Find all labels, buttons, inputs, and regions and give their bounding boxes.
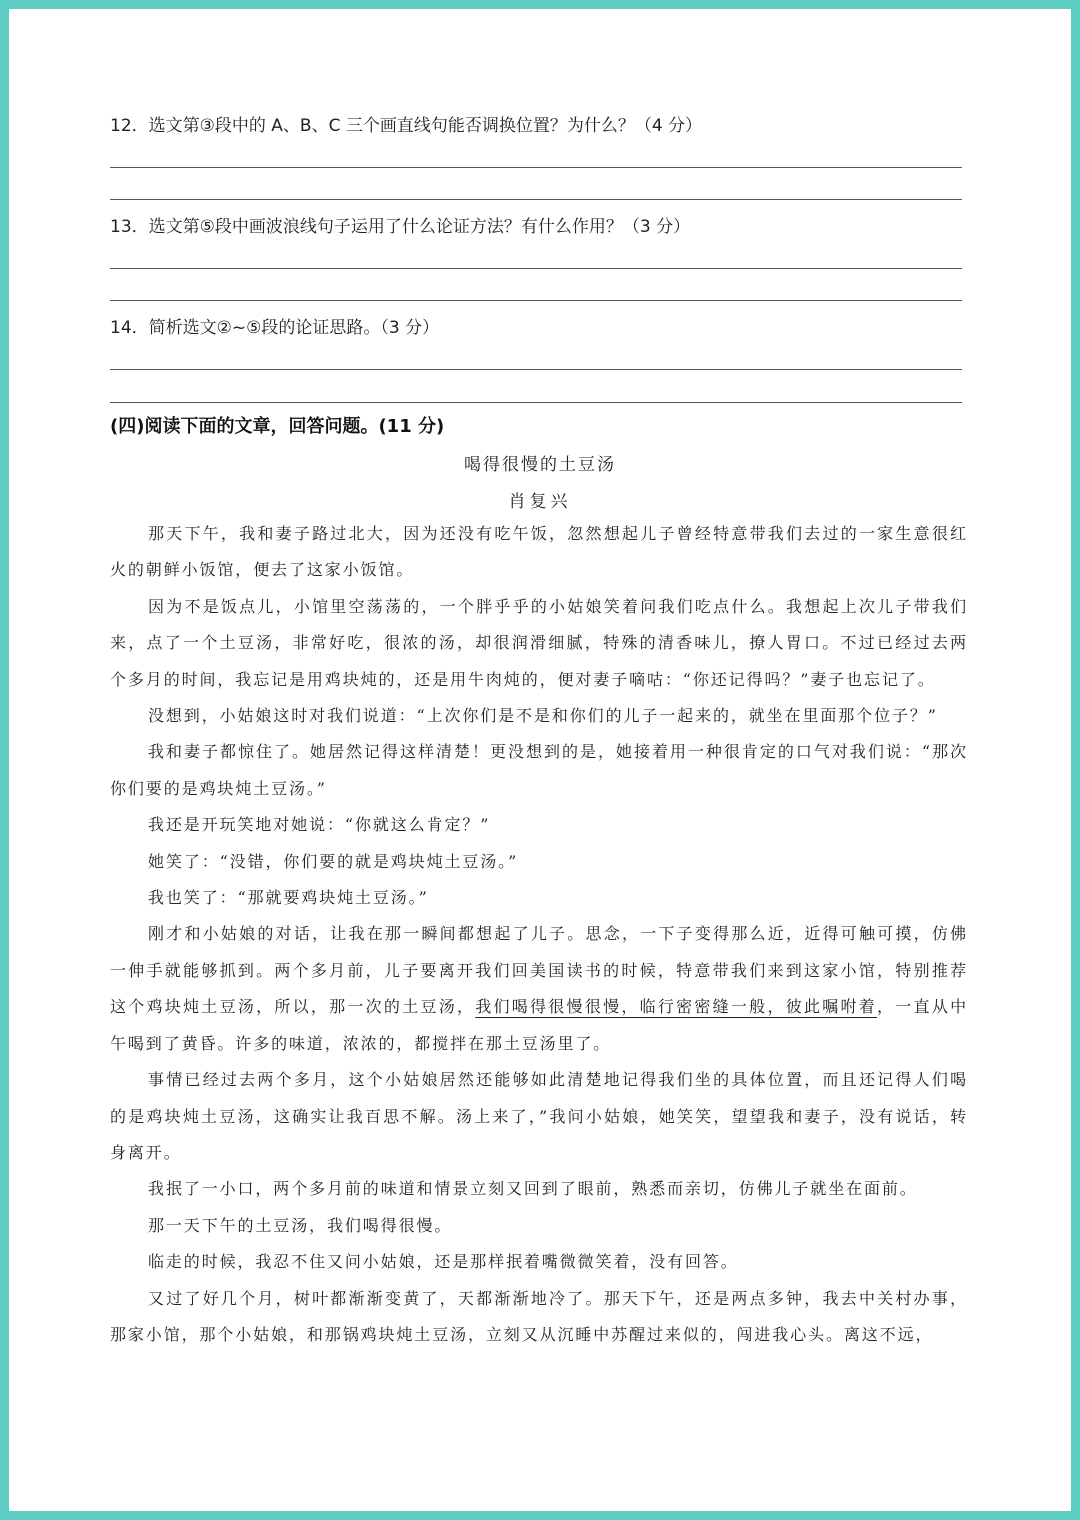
paragraph: [110, 916, 968, 1062]
paragraph: 又过了好几个月，树叶都渐渐变黄了，天都渐渐地冷了。那天下午，还是两点多钟，我去中关村办事，那家小馆，那个小姑娘，和那锅鸡块炖土豆汤，立刻又从沉睡中苏醒过来似的，闯进我心头。离这不远，: [110, 1288, 968, 1344]
paragraph: 我也笑了：“那就要鸡块炖土豆汤。”: [148, 888, 429, 908]
question-12: 12．选文第③段中的 A、B、C 三个画直线句能否调换位置？为什么？（4 分）: [110, 116, 703, 136]
question-13: 13．选文第⑤段中画波浪线句子运用了什么论证方法？有什么作用？（3 分）: [110, 217, 691, 237]
article-body: [110, 516, 968, 1353]
answer-line: [110, 268, 962, 269]
paragraph: 没想到，小姑娘这时对我们说道：“上次你们是不是和你们的儿子一起来的，就坐在里面那个位子？”: [148, 706, 938, 726]
paragraph: 我还是开玩笑地对她说：“你就这么肯定？”: [148, 815, 491, 835]
answer-line: [110, 199, 962, 200]
answer-line: [110, 402, 962, 403]
article-author: 肖复兴: [508, 492, 572, 512]
paragraph: 因为不是饭点儿，小馆里空荡荡的，一个胖乎乎的小姑娘笑着问我们吃点什么。我想起上次儿子带我们来，点了一个土豆汤，非常好吃，很浓的汤，却很润滑细腻，特殊的清香味儿，撩人胃口。不过已经过去两个多月的时间，我忘记是用鸡块炖的，还是用牛肉炖的，便对妻子嘀咕：“你还记得吗？”妻子也忘记了。: [110, 596, 968, 689]
paragraph: 事情已经过去两个多月，这个小姑娘居然还能够如此清楚地记得我们坐的具体位置，而且还记得人们喝的是鸡块炖土豆汤，这确实让我百思不解。汤上来了，”我问小姑娘，她笑笑，望望我和妻子，没有说话，转身离开。: [110, 1070, 968, 1162]
paragraph-text: ，一直从中午喝到了黄昏。许多的味道，浓浓的，都搅拌在那土豆汤里了。: [110, 997, 968, 1053]
answer-line: [110, 369, 962, 370]
section-heading: (四)阅读下面的文章，回答问题。(11 分): [110, 416, 445, 437]
answer-line: [110, 167, 962, 168]
paragraph: 我和妻子都惊住了。她居然记得这样清楚！更没想到的是，她接着用一种很肯定的口气对我们说：“那次你们要的是鸡块炖土豆汤。”: [110, 742, 968, 798]
paragraph: 那一天下午的土豆汤，我们喝得很慢。: [148, 1215, 453, 1235]
underlined-sentence: 我们喝得很慢很慢，临行密密缝一般，彼此嘱咐着: [475, 997, 878, 1017]
paragraph: 临走的时候，我忍不住又问小姑娘，还是那样抿着嘴微微笑着，没有回答。: [148, 1252, 739, 1272]
paragraph: 我抿了一小口，两个多月前的味道和情景立刻又回到了眼前，熟悉而亲切，仿佛儿子就坐在面前。: [148, 1179, 918, 1199]
paragraph: 她笑了：“没错，你们要的就是鸡块炖土豆汤。”: [148, 851, 519, 871]
article-title: 喝得很慢的土豆汤: [464, 455, 616, 475]
paragraph: 那天下午，我和妻子路过北大，因为还没有吃午饭，忽然想起儿子曾经特意带我们去过的一家生意很红火的朝鲜小饭馆，便去了这家小饭馆。: [110, 524, 968, 580]
paragraph-text: 刚才和小姑娘的对话，让我在那一瞬间都想起了儿子。思念，一下子变得那么近，近得可触可摸，仿佛一伸手就能够抓到。两个多月前，儿子要离开我们回美国读书的时候，特意带我们来到这家小馆，特别推荐这个鸡块炖土豆汤，所以，那一次的土豆汤，: [110, 924, 968, 1017]
question-14: 14．简析选文②~⑤段的论证思路。（3 分）: [110, 318, 440, 338]
answer-line: [110, 300, 962, 301]
